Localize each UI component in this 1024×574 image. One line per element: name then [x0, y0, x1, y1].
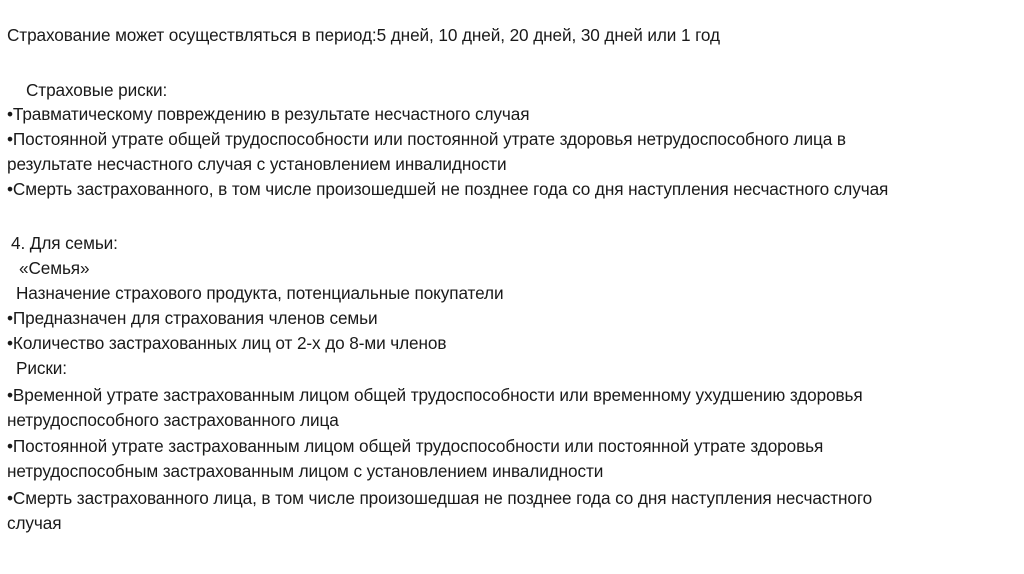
- family-risk-item: •Смерть застрахованного лица, в том числе произошедшая не позднее года со дня наступления несчастного: [7, 488, 873, 508]
- risk-item-continuation: результате несчастного случая с установлением инвалидности: [7, 154, 507, 174]
- family-risk-item-continuation: нетрудоспособного застрахованного лица: [7, 410, 339, 430]
- family-risk-item: •Постоянной утрате застрахованным лицом общей трудоспособности или постоянной утрате здоровья: [7, 436, 824, 456]
- purpose-heading: Назначение страхового продукта, потенциальные покупатели: [16, 283, 504, 303]
- section-heading: 4. Для семьи:: [11, 233, 118, 253]
- purpose-item: •Предназначен для страхования членов семьи: [7, 308, 378, 328]
- risk-item: •Травматическому повреждению в результате несчастного случая: [7, 104, 530, 124]
- family-risks-heading: Риски:: [16, 358, 67, 378]
- purpose-item: •Количество застрахованных лиц от 2-х до 8-ми членов: [7, 333, 447, 353]
- family-risk-item: •Временной утрате застрахованным лицом общей трудоспособности или временному ухудшению здоровья: [7, 385, 863, 405]
- family-risk-item-continuation: нетрудоспособным застрахованным лицом с установлением инвалидности: [7, 461, 604, 481]
- risk-item: •Постоянной утрате общей трудоспособности или постоянной утрате здоровья нетрудоспособного лица в: [7, 129, 846, 149]
- intro-text: Страхование может осуществляться в период:5 дней, 10 дней, 20 дней, 30 дней или 1 год: [7, 25, 720, 45]
- family-risk-item-continuation: случая: [7, 513, 62, 533]
- risks-heading: Страховые риски:: [26, 80, 168, 100]
- risk-item: •Смерть застрахованного, в том числе произошедшей не позднее года со дня наступления несчастного случая: [7, 179, 889, 199]
- product-name: «Семья»: [19, 258, 90, 278]
